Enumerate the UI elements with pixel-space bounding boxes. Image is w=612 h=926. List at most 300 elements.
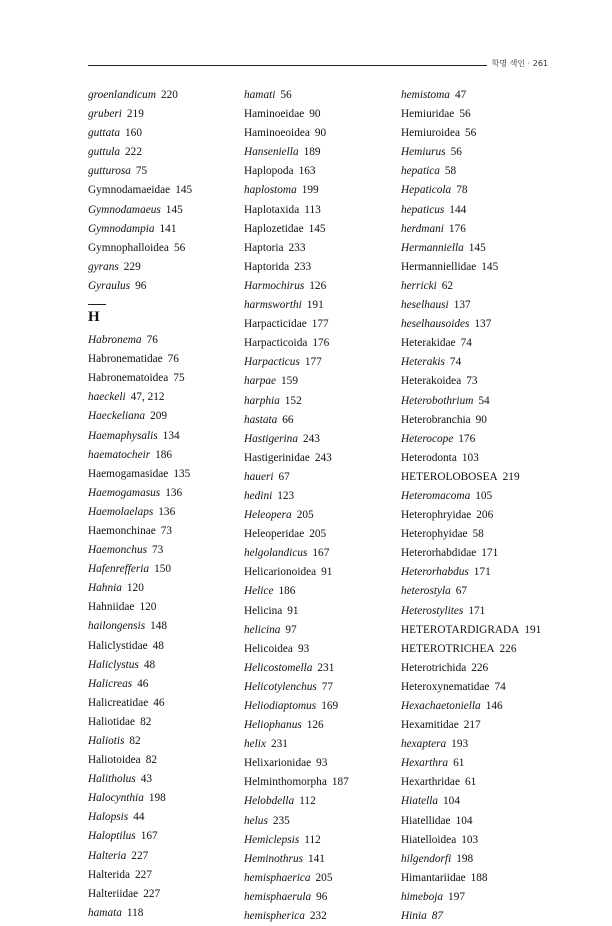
index-entry xyxy=(401,201,551,220)
index-entry xyxy=(401,563,551,582)
entry-term: Heleopera xyxy=(244,509,292,522)
index-entry xyxy=(244,372,394,391)
entry-page-refs: 105 xyxy=(475,489,493,502)
index-entry xyxy=(244,487,394,506)
entry-page-refs: 229 xyxy=(123,260,141,273)
index-entry xyxy=(88,675,238,694)
index-entry xyxy=(88,331,238,350)
entry-term: Halocynthia xyxy=(88,792,144,805)
entry-page-refs: 47 xyxy=(454,89,467,101)
entry-page-refs: 77 xyxy=(321,680,334,693)
index-entry xyxy=(401,621,551,640)
index-entry xyxy=(244,353,394,372)
entry-page-refs: 227 xyxy=(143,887,161,900)
index-entry xyxy=(88,579,238,598)
entry-page-refs: 123 xyxy=(277,489,295,502)
entry-page-refs: 112 xyxy=(299,795,316,808)
entry-term: hemisphaerica xyxy=(244,871,311,884)
entry-page-refs: 219 xyxy=(126,108,144,121)
entry-page-refs: 152 xyxy=(284,394,302,407)
entry-term: Hastigerina xyxy=(244,432,298,445)
entry-term: heselhausoides xyxy=(401,318,470,331)
index-entry xyxy=(401,372,551,391)
entry-page-refs: 226 xyxy=(499,642,517,655)
entry-term: herricki xyxy=(401,279,437,292)
entry-term: Haemogamasidae xyxy=(88,467,169,480)
entry-page-refs: 67 xyxy=(455,585,468,598)
entry-page-refs: 169 xyxy=(321,700,339,712)
entry-term: Gymnodamaeus xyxy=(88,203,161,216)
entry-page-refs: 91 xyxy=(321,566,333,579)
index-column-2 xyxy=(244,86,394,926)
entry-term: gyrans xyxy=(88,260,119,273)
entries-h xyxy=(88,331,238,923)
entry-page-refs: 160 xyxy=(125,127,142,140)
entry-term: Heterodonta xyxy=(401,451,457,464)
index-entry xyxy=(88,541,238,560)
entry-term: hamati xyxy=(244,89,276,101)
entry-term: Haliclystidae xyxy=(88,639,148,652)
entry-page-refs: 56 xyxy=(459,108,471,121)
entry-page-refs: 171 xyxy=(481,547,499,560)
entry-term: Heterakis xyxy=(401,356,445,369)
index-entry xyxy=(401,315,551,334)
index-entry xyxy=(401,812,551,831)
entry-term: helgolandicus xyxy=(244,547,308,560)
section-rule xyxy=(88,304,106,305)
index-entry xyxy=(88,258,238,277)
entry-page-refs: 120 xyxy=(139,601,157,614)
index-entry xyxy=(244,181,394,200)
entry-term: Gymnophalloidea xyxy=(88,241,169,254)
entry-term: haematocheir xyxy=(88,448,151,461)
entry-term: Himantariidae xyxy=(401,871,466,884)
index-entry xyxy=(244,277,394,296)
entry-page-refs: 233 xyxy=(294,260,312,273)
entry-term: Heterophryidae xyxy=(401,509,472,522)
entry-page-refs: 66 xyxy=(282,413,294,426)
entry-term: hedini xyxy=(244,489,273,502)
index-entry xyxy=(401,430,551,449)
entry-term: herdmani xyxy=(401,222,444,235)
entry-page-refs: 137 xyxy=(474,318,492,331)
index-entry xyxy=(244,105,394,124)
entry-term: hepaticus xyxy=(401,203,445,216)
entry-page-refs: 145 xyxy=(468,241,486,254)
entry-term: Halicreas xyxy=(88,677,133,690)
entry-page-refs: 46 xyxy=(153,696,165,709)
index-entry xyxy=(88,751,238,770)
entry-term: Gymnodampia xyxy=(88,222,155,235)
entry-page-refs: 61 xyxy=(453,757,465,770)
entry-term: Heterakidae xyxy=(401,337,456,350)
index-entry xyxy=(401,411,551,430)
entry-page-refs: 232 xyxy=(309,910,327,923)
entry-page-refs: 176 xyxy=(448,222,466,235)
entry-page-refs: 146 xyxy=(485,700,503,712)
entry-term: groenlandicum xyxy=(88,89,156,101)
index-entry xyxy=(401,582,551,601)
entry-term: haeckeli xyxy=(88,391,126,404)
index-entry xyxy=(401,735,551,754)
entry-page-refs: 43 xyxy=(140,773,152,786)
entry-term: gutturosa xyxy=(88,165,131,178)
index-entry xyxy=(88,827,238,846)
index-entry xyxy=(244,773,394,792)
entry-page-refs: 74 xyxy=(460,337,472,350)
entry-page-refs: 177 xyxy=(311,318,329,331)
index-entry xyxy=(244,792,394,811)
entry-page-refs: 46 xyxy=(137,677,149,690)
entry-term: Haemolaelaps xyxy=(88,505,154,518)
entry-term: Hexarthra xyxy=(401,757,449,770)
entry-page-refs: 134 xyxy=(162,429,180,442)
index-entry xyxy=(88,637,238,656)
entry-page-refs: 150 xyxy=(154,563,172,576)
entry-term: harpae xyxy=(244,375,277,388)
index-entry xyxy=(244,296,394,315)
index-entry xyxy=(401,525,551,544)
entry-page-refs: 226 xyxy=(471,661,489,674)
entry-term: Helixarionidae xyxy=(244,757,312,770)
entry-page-refs: 227 xyxy=(131,849,149,862)
entry-term: Haemaphysalis xyxy=(88,429,158,442)
entry-page-refs: 56 xyxy=(173,241,186,254)
index-entry xyxy=(244,220,394,239)
entry-page-refs: 243 xyxy=(302,432,320,445)
entry-page-refs: 54 xyxy=(478,394,490,407)
entry-page-refs: 62 xyxy=(441,279,454,292)
entry-page-refs: 219 xyxy=(502,470,520,483)
index-entry xyxy=(244,124,394,143)
entry-term: harmsworthi xyxy=(244,299,302,312)
entry-term: Gyraulus xyxy=(88,279,131,292)
index-entry xyxy=(244,659,394,678)
entry-term: hailongensis xyxy=(88,620,146,633)
entry-page-refs: 217 xyxy=(463,719,481,732)
entry-term: Hastigerinidae xyxy=(244,451,310,464)
entry-page-refs: 56 xyxy=(280,89,292,101)
entry-term: Haliotis xyxy=(88,735,125,747)
entry-page-refs: 191 xyxy=(306,299,324,312)
entry-term: Hemiuroidea xyxy=(401,127,460,140)
entry-page-refs: 186 xyxy=(278,585,296,598)
index-entry xyxy=(401,334,551,353)
index-entry xyxy=(401,277,551,296)
entry-term: Gymnodamaeidae xyxy=(88,184,171,197)
entry-page-refs: 74 xyxy=(494,680,506,693)
index-entry xyxy=(401,449,551,468)
entry-page-refs: 74 xyxy=(449,356,462,369)
entry-page-refs: 145 xyxy=(165,203,183,216)
entry-term: heselhausi xyxy=(401,299,449,312)
index-entry xyxy=(401,392,551,411)
index-entry xyxy=(401,602,551,621)
entry-page-refs: 167 xyxy=(312,547,330,560)
entry-page-refs: 187 xyxy=(331,776,349,789)
entry-term: Habronematidae xyxy=(88,353,163,366)
entry-page-refs: 82 xyxy=(129,735,141,747)
index-column-3 xyxy=(401,86,551,926)
entry-page-refs: 103 xyxy=(461,451,479,464)
entry-term: Heminothrus xyxy=(244,852,303,865)
entry-term: Harpacticidae xyxy=(244,318,307,331)
index-entry xyxy=(244,869,394,888)
entry-term: Helicarionoidea xyxy=(244,566,317,579)
entry-term: helicina xyxy=(244,623,281,636)
entry-term: Hexarthridae xyxy=(401,776,460,789)
entry-page-refs: 76 xyxy=(146,334,158,347)
index-entry xyxy=(244,201,394,220)
entry-page-refs: 73 xyxy=(151,544,164,557)
entry-page-refs: 135 xyxy=(173,467,191,480)
entry-term: Helobdella xyxy=(244,795,295,808)
index-entry xyxy=(244,582,394,601)
index-entry xyxy=(88,713,238,732)
index-entry xyxy=(244,86,394,105)
entry-term: gruberi xyxy=(88,108,122,121)
index-entry xyxy=(244,563,394,582)
entry-term: Heteromacoma xyxy=(401,489,471,502)
entry-term: Helicina xyxy=(244,604,283,617)
index-entry xyxy=(401,162,551,181)
entry-term: Hexachaetoniella xyxy=(401,700,481,712)
entry-term: hastata xyxy=(244,413,278,426)
index-entry xyxy=(244,697,394,716)
entry-term: Hermanniellidae xyxy=(401,260,477,273)
index-entry xyxy=(244,812,394,831)
index-entry xyxy=(88,484,238,503)
entry-term: HETEROTARDIGRADA xyxy=(401,623,520,636)
index-entry xyxy=(88,732,238,751)
index-entry xyxy=(88,407,238,426)
index-entry xyxy=(244,754,394,773)
entry-term: hemispherica xyxy=(244,910,305,923)
entry-term: Hahniidae xyxy=(88,601,135,614)
entry-page-refs: 93 xyxy=(316,757,328,770)
index-entry xyxy=(401,143,551,162)
entry-page-refs: 104 xyxy=(443,795,460,808)
entry-page-refs: 82 xyxy=(145,754,157,767)
index-entry xyxy=(88,105,238,124)
entry-term: HETEROTRICHEA xyxy=(401,642,495,655)
index-entry xyxy=(401,181,551,200)
entry-page-refs: 96 xyxy=(316,890,328,903)
entry-page-refs: 199 xyxy=(301,184,319,197)
entry-term: hepatica xyxy=(401,165,440,178)
index-entry xyxy=(244,411,394,430)
index-entry xyxy=(244,315,394,334)
entry-page-refs: 93 xyxy=(297,642,310,655)
entry-term: guttula xyxy=(88,146,121,159)
entry-term: hilgendorfi xyxy=(401,852,452,865)
index-entry xyxy=(244,143,394,162)
index-entry xyxy=(401,888,551,907)
entry-term: Helice xyxy=(244,585,274,598)
entry-term: Helicostomella xyxy=(244,661,313,674)
section-heading-h: H xyxy=(88,309,100,326)
entry-page-refs: 96 xyxy=(135,279,147,292)
entry-term: helus xyxy=(244,814,268,827)
index-entry xyxy=(244,239,394,258)
index-entry xyxy=(88,598,238,617)
index-entry xyxy=(244,525,394,544)
index-entry xyxy=(401,86,551,105)
index-entry xyxy=(244,506,394,525)
index-entry xyxy=(88,465,238,484)
index-entry xyxy=(88,277,238,296)
entry-page-refs: 163 xyxy=(298,165,316,178)
entry-page-refs: 141 xyxy=(308,852,325,865)
entry-term: Halicreatidae xyxy=(88,696,149,709)
index-entry xyxy=(244,468,394,487)
index-entry xyxy=(88,124,238,143)
entry-page-refs: 90 xyxy=(309,108,321,121)
entry-page-refs: 231 xyxy=(317,661,335,674)
entry-page-refs: 90 xyxy=(314,127,327,140)
entry-page-refs: 75 xyxy=(173,372,185,385)
entry-term: Haloptilus xyxy=(88,830,136,843)
index-entry xyxy=(88,847,238,866)
index-entry xyxy=(244,430,394,449)
entry-term: Haliclystus xyxy=(88,658,139,671)
index-entry xyxy=(244,850,394,869)
entry-page-refs: 137 xyxy=(453,299,471,312)
entry-term: haueri xyxy=(244,470,274,483)
entry-term: Heterorhabdidae xyxy=(401,547,477,560)
entry-page-refs: 148 xyxy=(150,620,168,633)
index-entry xyxy=(401,105,551,124)
entry-term: Hemiuridae xyxy=(401,108,455,121)
index-entry xyxy=(88,181,238,200)
index-entry xyxy=(401,258,551,277)
entry-term: Haemonchinae xyxy=(88,524,156,537)
index-entry xyxy=(244,831,394,850)
index-entry xyxy=(401,678,551,697)
index-entry xyxy=(401,907,551,926)
index-entry xyxy=(88,503,238,522)
entry-page-refs: 126 xyxy=(306,719,324,732)
entry-page-refs: 231 xyxy=(270,738,288,751)
entry-page-refs: 75 xyxy=(135,165,148,178)
entry-term: haplostoma xyxy=(244,184,297,197)
entry-page-refs: 126 xyxy=(309,279,327,292)
index-entry xyxy=(88,656,238,675)
index-entry xyxy=(88,162,238,181)
index-entry xyxy=(401,544,551,563)
entry-term: Helicotylenchus xyxy=(244,680,317,693)
entry-page-refs: 171 xyxy=(468,604,486,617)
entry-term: Helicoidea xyxy=(244,642,293,655)
index-entry xyxy=(88,143,238,162)
entry-term: Hexamitidae xyxy=(401,719,459,732)
entry-page-refs: 205 xyxy=(296,509,314,522)
entry-page-refs: 145 xyxy=(308,222,326,235)
index-entry xyxy=(244,602,394,621)
index-entry xyxy=(401,754,551,773)
index-column-1 xyxy=(88,86,238,923)
entry-term: Halitholus xyxy=(88,773,136,786)
entry-term: Hemiurus xyxy=(401,146,446,159)
entry-page-refs: 113 xyxy=(304,203,321,216)
entry-term: Heleoperidae xyxy=(244,528,305,541)
entries-g xyxy=(88,86,238,296)
entry-page-refs: 209 xyxy=(150,410,168,423)
entry-term: himeboja xyxy=(401,890,444,903)
entry-page-refs: 205 xyxy=(309,528,327,541)
entry-page-refs: 61 xyxy=(464,776,477,789)
index-entry xyxy=(244,888,394,907)
header-rule xyxy=(88,65,487,66)
entry-term: Haminoeidae xyxy=(244,108,305,121)
entry-term: Heterocope xyxy=(401,432,454,445)
entry-term: hemistoma xyxy=(401,89,450,101)
entry-page-refs: 76 xyxy=(167,353,179,366)
entry-page-refs: 188 xyxy=(470,871,488,884)
entry-page-refs: 233 xyxy=(288,241,306,254)
index-entry xyxy=(401,468,551,487)
index-entry xyxy=(88,201,238,220)
index-entry xyxy=(401,239,551,258)
index-entry xyxy=(244,392,394,411)
entry-term: Haplozetidae xyxy=(244,222,304,235)
index-entry xyxy=(401,640,551,659)
index-entry xyxy=(244,544,394,563)
entry-term: Hiatella xyxy=(401,795,439,808)
index-entry xyxy=(401,697,551,716)
index-entry xyxy=(88,617,238,636)
index-entry xyxy=(244,735,394,754)
entry-page-refs: 118 xyxy=(126,906,144,919)
entry-page-refs: 186 xyxy=(155,448,173,461)
entry-page-refs: 73 xyxy=(466,375,478,388)
entry-term: Haptoria xyxy=(244,241,284,254)
index-entry xyxy=(88,86,238,105)
entry-term: Heterophyidae xyxy=(401,528,468,541)
entry-term: Hiatelloidea xyxy=(401,833,457,846)
entry-term: Halterida xyxy=(88,868,131,881)
index-entry xyxy=(88,369,238,388)
entry-term: Hepaticola xyxy=(401,184,452,197)
entry-term: Haplotaxida xyxy=(244,203,300,216)
entry-term: Harpacticoida xyxy=(244,337,308,350)
entry-term: hemisphaerula xyxy=(244,890,312,903)
entry-term: heterostyla xyxy=(401,585,451,598)
index-entry xyxy=(244,162,394,181)
index-entry xyxy=(244,640,394,659)
entry-term: helix xyxy=(244,738,266,751)
entry-page-refs: 56 xyxy=(464,127,477,140)
entry-page-refs: 136 xyxy=(158,505,176,518)
entry-term: Halteria xyxy=(88,849,127,862)
index-entry xyxy=(88,808,238,827)
entry-term: Harmochirus xyxy=(244,279,305,292)
running-header: 학명 색인 · 261 xyxy=(491,59,548,68)
entry-term: Hahnia xyxy=(88,582,122,595)
entry-term: hexaptera xyxy=(401,738,447,751)
index-entry xyxy=(88,885,238,904)
entries-col2 xyxy=(244,86,394,926)
entry-page-refs: 145 xyxy=(175,184,193,197)
index-entry xyxy=(88,694,238,713)
index-entry xyxy=(244,258,394,277)
entry-page-refs: 47, 212 xyxy=(130,391,165,404)
index-entry xyxy=(401,773,551,792)
entry-page-refs: 91 xyxy=(287,604,299,617)
index-entry xyxy=(88,388,238,407)
index-entry xyxy=(244,678,394,697)
entry-term: Harpacticus xyxy=(244,356,300,369)
